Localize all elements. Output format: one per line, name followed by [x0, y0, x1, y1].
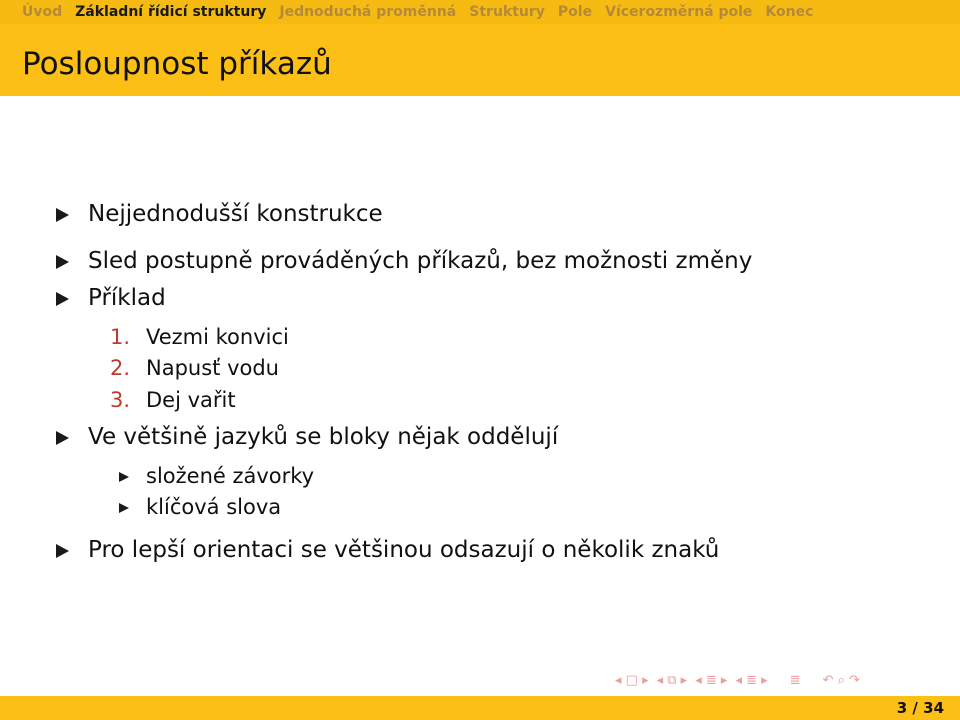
- prev-section-icon[interactable]: ◂ ≣ ▸: [695, 673, 728, 688]
- enum-text: Dej vařit: [146, 388, 236, 412]
- enum-number: 1.: [110, 325, 131, 349]
- beamer-navigation-symbols: [615, 673, 860, 688]
- nav-zakladni-ridici-struktury[interactable]: Základní řídicí struktury: [75, 4, 267, 20]
- nav-struktury[interactable]: Struktury: [469, 4, 545, 20]
- nav-jednoducha-promenna[interactable]: Jednoduchá proměnná: [279, 4, 457, 20]
- sub-bullet-triangle-icon: [119, 503, 129, 513]
- bullet-triangle-icon: [56, 431, 69, 445]
- nav-pole[interactable]: Pole: [557, 4, 593, 20]
- prev-frame-icon[interactable]: ◂ □ ▸: [615, 673, 649, 688]
- outline-icon[interactable]: ≣: [789, 673, 801, 688]
- bullet-triangle-icon: [56, 255, 69, 269]
- bullet-text: Příklad: [88, 285, 166, 311]
- prev-subsection-icon[interactable]: ◂ ⧉ ▸: [656, 673, 688, 688]
- title-bar: [0, 24, 960, 96]
- sub-bullet-text: klíčová slova: [146, 495, 282, 519]
- bullet-text: Pro lepší orientaci se většinou odsazují o několik znaků: [88, 537, 720, 563]
- enum-text: Napusť vodu: [146, 356, 279, 380]
- footer-bar: [0, 696, 960, 720]
- slide-title: Posloupnost příkazů: [22, 46, 332, 82]
- nav-uvod[interactable]: Úvod: [22, 4, 63, 20]
- section-navigation: [0, 0, 960, 24]
- bullet-triangle-icon: [56, 292, 69, 306]
- enum-text: Vezmi konvici: [146, 325, 289, 349]
- prev-part-icon[interactable]: ◂ ≣ ▸: [735, 673, 768, 688]
- page-number: 3 / 34: [896, 699, 944, 717]
- bullet-text: Ve většině jazyků se bloky nějak oddělují: [88, 424, 559, 450]
- sub-bullet-triangle-icon: [119, 472, 129, 482]
- nav-vicerozmerna-pole[interactable]: Vícerozměrná pole: [605, 4, 753, 20]
- bullet-text: Nejjednodušší konstrukce: [88, 201, 383, 227]
- bullet-triangle-icon: [56, 208, 69, 222]
- sub-bullet-text: složené závorky: [146, 464, 315, 488]
- bullet-triangle-icon: [56, 544, 69, 558]
- enum-number: 2.: [110, 356, 131, 380]
- bullet-text: Sled postupně prováděných příkazů, bez možnosti změny: [88, 248, 753, 274]
- enum-number: 3.: [110, 388, 131, 412]
- nav-konec[interactable]: Konec: [765, 4, 814, 20]
- back-search-forward-icon[interactable]: ↶ ⌕ ↷: [822, 673, 860, 688]
